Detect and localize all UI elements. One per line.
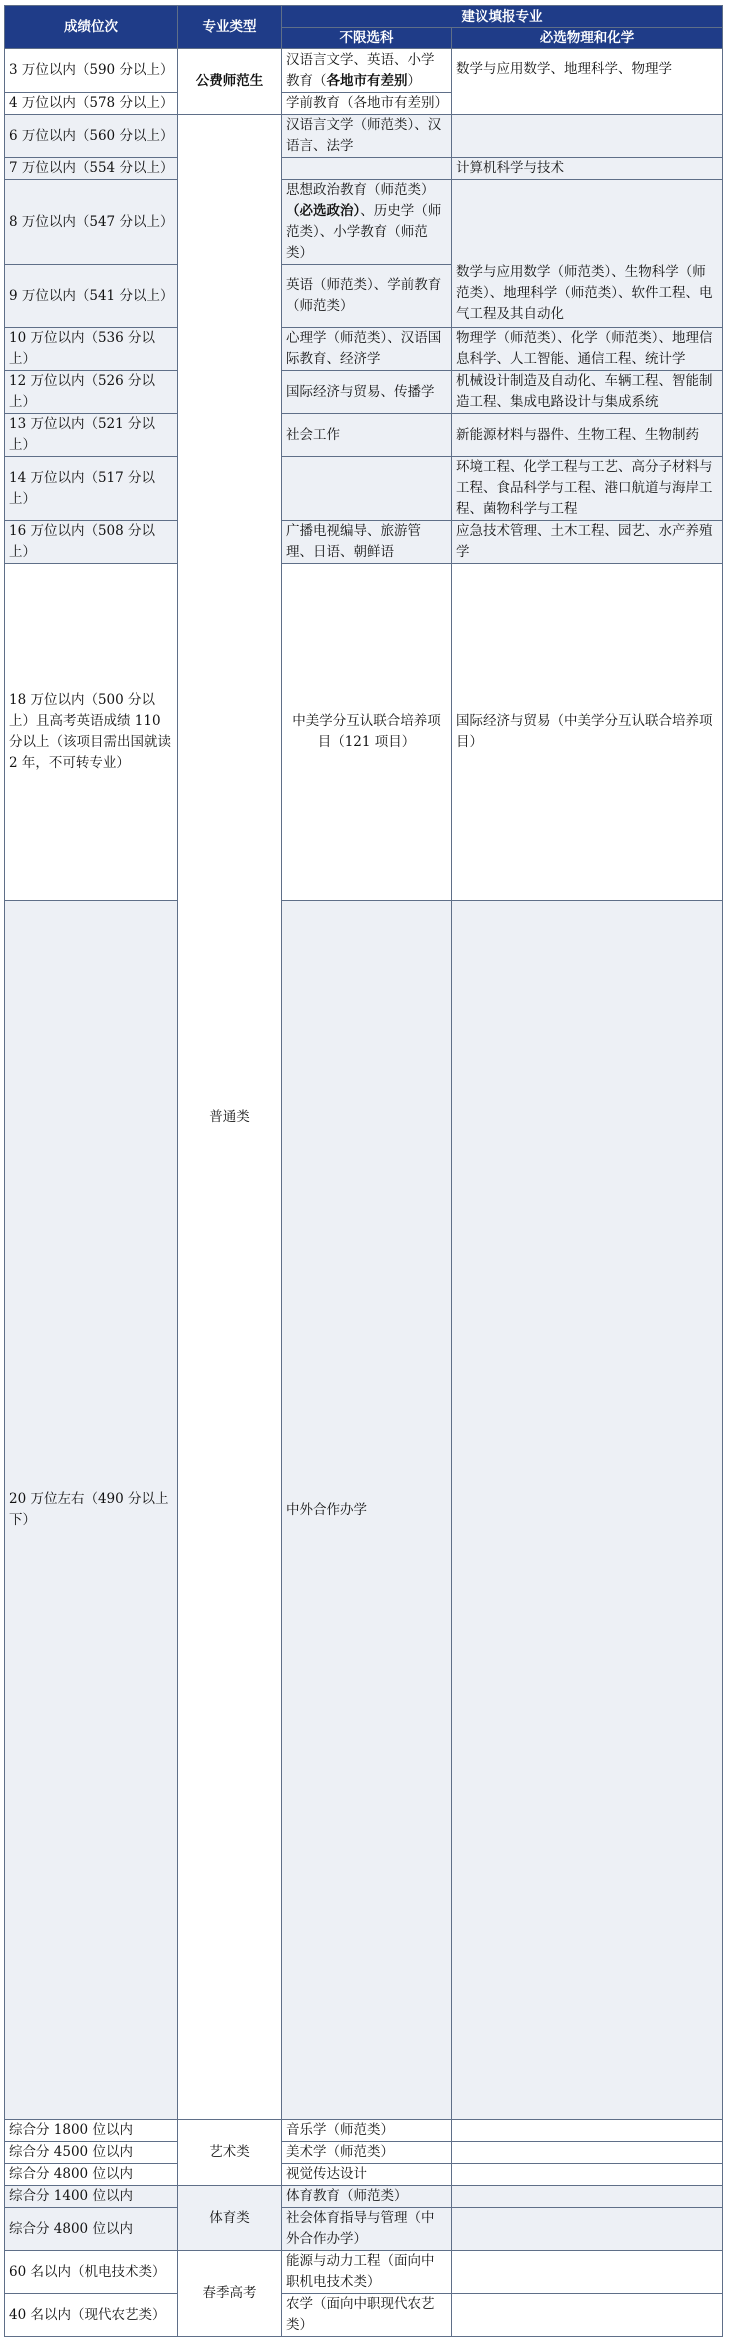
- rank-cell: 6 万位以内（560 分以上）: [5, 115, 178, 158]
- unlimited-cell: 英语（师范类）、学前教育（师范类）: [282, 265, 452, 328]
- table-row: [5, 457, 723, 521]
- table-row: [5, 564, 723, 901]
- type-cell: 体育类: [178, 2186, 282, 2251]
- rank-cell: 40 名以内（现代农艺类）: [5, 2294, 178, 2337]
- required-cell: 物理学（师范类）、化学（师范类）、地理信息科学、人工智能、通信工程、统计学: [452, 328, 723, 371]
- rank-cell: 综合分 4800 位以内: [5, 2208, 178, 2251]
- type-cell: 普通类: [178, 115, 282, 2120]
- required-cell: 新能源材料与器件、生物工程、生物制药: [452, 414, 723, 457]
- unlimited-cell: [282, 158, 452, 180]
- type-cell: 中外合作办学: [282, 901, 452, 2120]
- unlimited-cell: 美术学（师范类）: [282, 2142, 452, 2164]
- type-cell: 春季高考: [178, 2251, 282, 2337]
- unlimited-text: 思想政治教育（师范类）: [286, 182, 435, 198]
- unlimited-cell: 国际经济与贸易、传播学: [282, 371, 452, 414]
- table-row: [5, 328, 723, 371]
- table-row: [5, 115, 723, 158]
- rank-cell: 4 万位以内（578 分以上）: [5, 93, 178, 115]
- unlimited-cell: 视觉传达设计: [282, 2164, 452, 2186]
- table-row: [5, 49, 723, 93]
- table-row: [5, 158, 723, 180]
- required-cell: [452, 2294, 723, 2337]
- unlimited-text: ）: [407, 72, 421, 89]
- unlimited-text: 汉语言文学、英语、小学教育（: [286, 51, 435, 89]
- required-cell: 环境工程、化学工程与工艺、高分子材料与工程、食品科学与工程、港口航道与海岸工程、菌物科学与工程: [452, 457, 723, 521]
- table-row: [5, 2186, 723, 2208]
- required-cell: 计算机科学与技术: [452, 158, 723, 180]
- table-row: [5, 2294, 723, 2337]
- unlimited-cell: 体育教育（师范类）: [282, 2186, 452, 2208]
- table-row: [5, 2120, 723, 2142]
- required-cell: 数学与应用数学、地理科学、物理学: [452, 49, 723, 115]
- rank-cell: 10 万位以内（536 分以上）: [5, 328, 178, 371]
- required-cell: [452, 2142, 723, 2164]
- type-cell: 公费师范生: [178, 49, 282, 115]
- unlimited-cell: 音乐学（师范类）: [282, 2120, 452, 2142]
- type-cell: 艺术类: [178, 2120, 282, 2186]
- unlimited-cell: 汉语言文学（师范类）、汉语言、法学: [282, 115, 452, 158]
- unlimited-cell: 社会体育指导与管理（中外合作办学）: [282, 2208, 452, 2251]
- recommendation-table: [4, 5, 723, 2337]
- header-suggest: 建议填报专业: [282, 6, 723, 28]
- rank-cell: 60 名以内（机电技术类）: [5, 2251, 178, 2294]
- header-row: [5, 6, 723, 28]
- rank-cell: 7 万位以内（554 分以上）: [5, 158, 178, 180]
- rank-cell: 20 万位左右（490 分以上下）: [5, 901, 178, 2120]
- rank-cell: 18 万位以内（500 分以上）且高考英语成绩 110 分以上（该项目需出国就读 2 年，不可转专业）: [5, 564, 178, 901]
- unlimited-cell: [282, 457, 452, 521]
- unlimited-cell: 广播电视编导、旅游管理、日语、朝鲜语: [282, 521, 452, 564]
- unlimited-cell: [282, 49, 452, 93]
- rank-cell: 综合分 1800 位以内: [5, 2120, 178, 2142]
- rank-cell: 13 万位以内（521 分以上）: [5, 414, 178, 457]
- table-row: [5, 901, 723, 2120]
- rank-cell: 12 万位以内（526 分以上）: [5, 371, 178, 414]
- table-row: [5, 180, 723, 265]
- required-cell: [452, 2251, 723, 2294]
- rank-cell: 8 万位以内（547 分以上）: [5, 180, 178, 265]
- required-cell: [452, 2164, 723, 2186]
- table-row: [5, 414, 723, 457]
- unlimited-cell: 国际经济与贸易（中美学分互认联合培养项目）: [452, 564, 723, 901]
- unlimited-cell: 学前教育（各地市有差别）: [282, 93, 452, 115]
- rank-cell: 16 万位以内（508 分以上）: [5, 521, 178, 564]
- unlimited-cell: [282, 180, 452, 265]
- rank-cell: 14 万位以内（517 分以上）: [5, 457, 178, 521]
- table-row: [5, 2164, 723, 2186]
- required-cell: [452, 2120, 723, 2142]
- unlimited-cell: 社会工作: [282, 414, 452, 457]
- required-cell: [452, 115, 723, 158]
- rank-cell: 综合分 1400 位以内: [5, 2186, 178, 2208]
- table-row: [5, 2251, 723, 2294]
- unlimited-cell: [452, 901, 723, 2120]
- required-cell: [452, 2208, 723, 2251]
- rank-cell: 综合分 4500 位以内: [5, 2142, 178, 2164]
- table-row: [5, 2208, 723, 2251]
- required-cell: 数学与应用数学（师范类）、生物科学（师范类）、地理科学（师范类）、软件工程、电气工程及其自动化: [452, 180, 723, 328]
- rank-cell: 9 万位以内（541 分以上）: [5, 265, 178, 328]
- header-required: 必选物理和化学: [452, 28, 723, 49]
- unlimited-emphasis: （必选政治）: [286, 203, 361, 219]
- unlimited-cell: 能源与动力工程（面向中职机电技术类）: [282, 2251, 452, 2294]
- rank-cell: 综合分 4800 位以内: [5, 2164, 178, 2186]
- unlimited-cell: 农学（面向中职现代农艺类）: [282, 2294, 452, 2337]
- header-unlimited: 不限选科: [282, 28, 452, 49]
- header-type: 专业类型: [178, 6, 282, 49]
- table-row: [5, 2142, 723, 2164]
- table-row: [5, 521, 723, 564]
- table-row: [5, 371, 723, 414]
- header-rank: 成绩位次: [5, 6, 178, 49]
- unlimited-emphasis: 各地市有差别: [326, 72, 408, 89]
- unlimited-cell: 心理学（师范类）、汉语国际教育、经济学: [282, 328, 452, 371]
- required-cell: 机械设计制造及自动化、车辆工程、智能制造工程、集成电路设计与集成系统: [452, 371, 723, 414]
- rank-cell: 3 万位以内（590 分以上）: [5, 49, 178, 93]
- type-cell: 中美学分互认联合培养项目（121 项目）: [282, 564, 452, 901]
- unlimited-text: 、历史学（师范类）、小学教育（师范类）: [286, 203, 442, 261]
- required-cell: [452, 2186, 723, 2208]
- required-cell: 应急技术管理、土木工程、园艺、水产养殖学: [452, 521, 723, 564]
